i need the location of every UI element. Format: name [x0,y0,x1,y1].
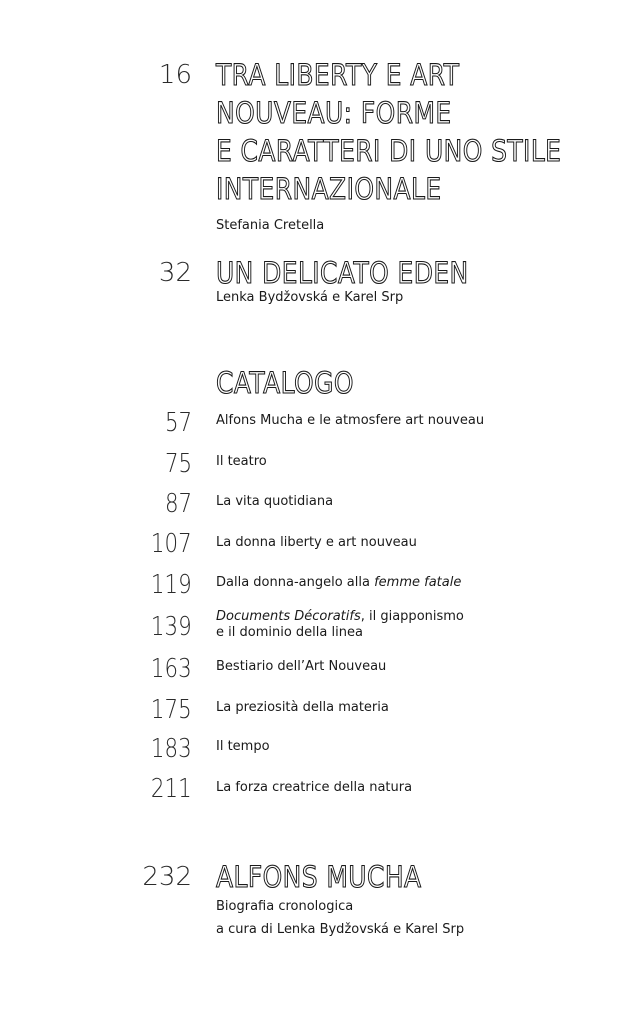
entry-title: La donna liberty e art nouveau [216,535,417,550]
entry-page-number: 107 [151,529,192,559]
essay-title-line: NOUVEAU: FORME [216,96,452,130]
entry-page-number: 183 [151,734,192,764]
essay-title-line: INTERNAZIONALE [216,172,442,206]
essay-title-line: TRA LIBERTY E ART [216,58,460,92]
entry-title: La vita quotidiana [216,494,334,509]
essay-title [216,254,560,292]
appendix-subtitle: Biografia cronologica [216,899,354,914]
entry-page-number: 211 [151,774,192,804]
entry-page-number: 139 [151,612,192,642]
essay-title-line: E CARATTERI DI UNO STILE [216,134,562,168]
entry-title-italic: Documents Décoratifs [216,609,361,624]
appendix-page-number: 232 [142,862,192,892]
entry-title [216,575,616,591]
entry-page-number: 87 [164,489,192,519]
essay-title-line: UN DELICATO EDEN [216,256,469,290]
entry-title [216,609,616,641]
entry-page-number: 75 [164,449,192,479]
entry-title: Il tempo [216,739,270,754]
essay-author: Lenka Bydžovská e Karel Srp [216,290,404,305]
entry-page-number: 163 [151,654,192,684]
essay-page-number: 16 [158,60,192,90]
entry-page-number: 57 [164,408,192,438]
section-heading: CATALOGO [216,366,354,400]
entry-page-number: 175 [151,695,192,725]
entry-title-italic: femme fatale [374,575,462,590]
appendix-editors: a cura di Lenka Bydžovská e Karel Srp [216,922,465,937]
essay-author: Stefania Cretella [216,218,325,233]
entry-title: Bestiario dell’Art Nouveau [216,659,387,674]
entry-title-plain: Dalla donna-angelo alla [216,575,375,590]
entry-title: Il teatro [216,454,267,469]
entry-page-number: 119 [151,570,192,600]
appendix-title: ALFONS MUCHA [216,860,422,894]
entry-title: La preziosità della materia [216,700,389,715]
essay-title [216,56,560,208]
entry-title: Alfons Mucha e le atmosfere art nouveau [216,413,485,428]
entry-title-plain: , il giapponismo [360,609,464,624]
entry-title: La forza creatrice della natura [216,780,413,795]
entry-title-line2: e il dominio della linea [216,625,363,640]
essay-page-number: 32 [158,258,192,288]
